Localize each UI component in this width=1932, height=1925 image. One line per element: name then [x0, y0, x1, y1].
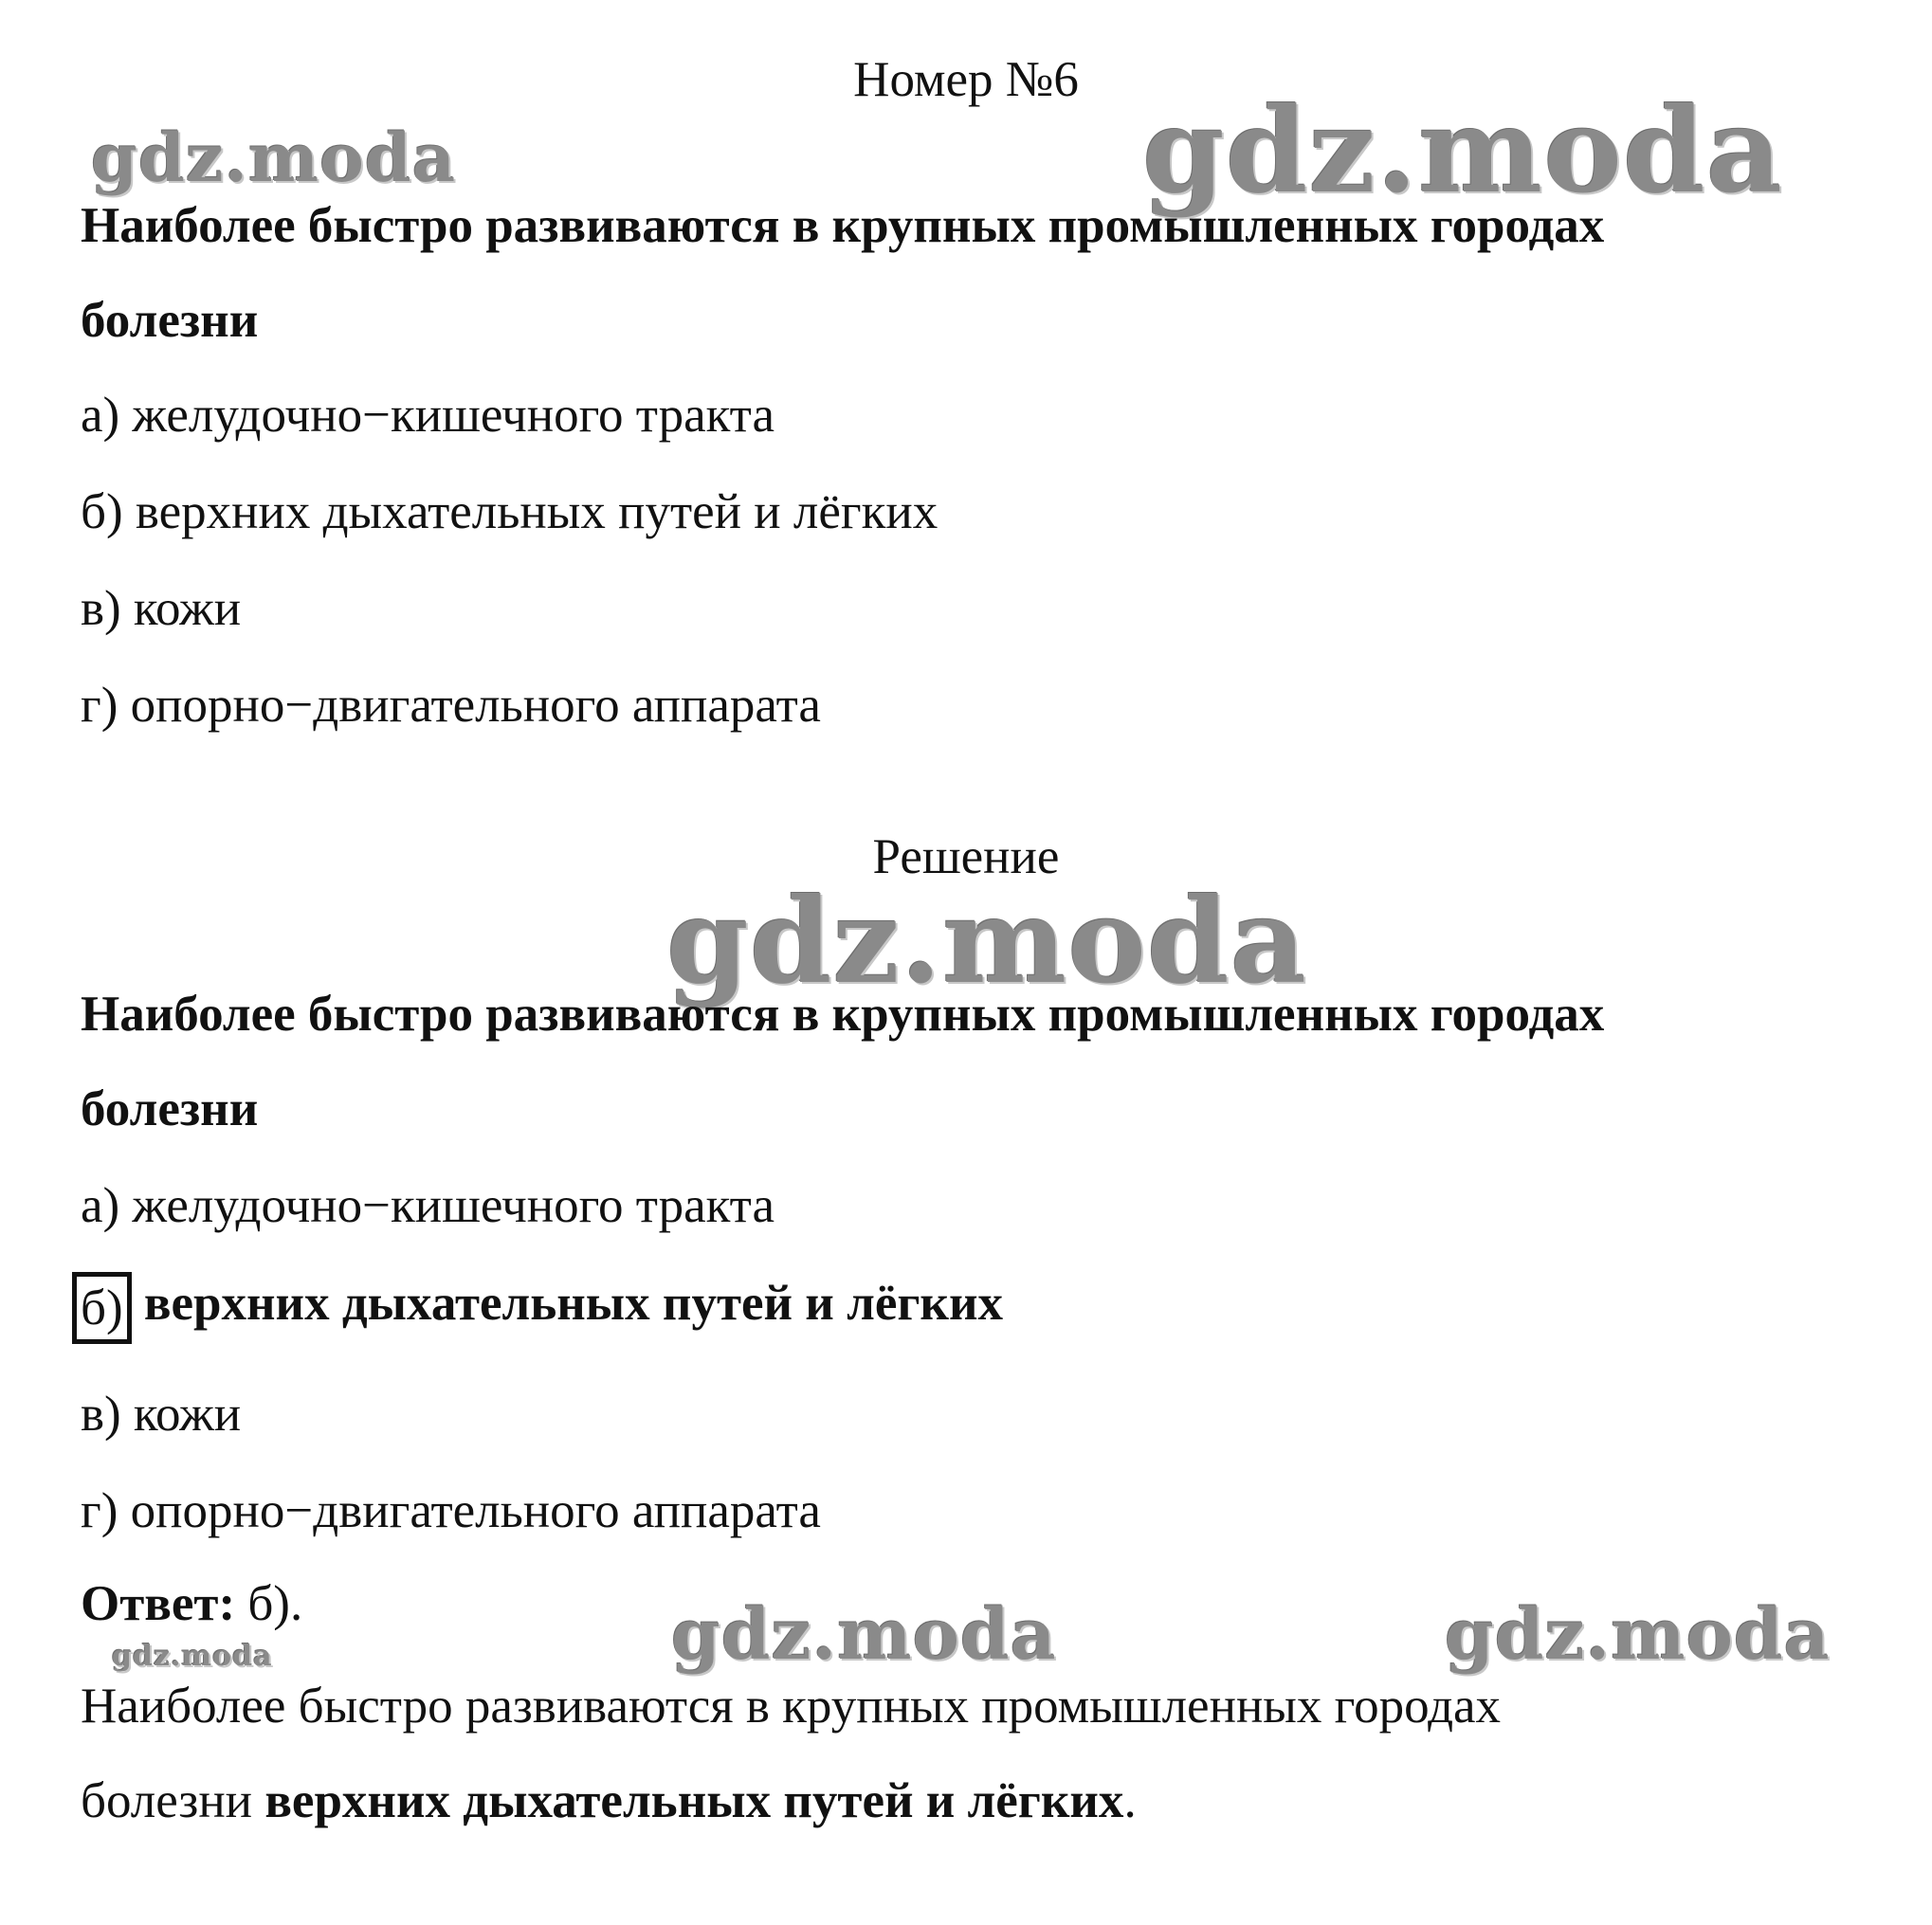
explanation-line-1: Наиболее быстро развиваются в крупных промышленных городах	[81, 1679, 1502, 1734]
answer-label: Ответ:	[81, 1576, 236, 1631]
question-option-b: б) верхних дыхательных путей и лёгких	[81, 484, 939, 539]
solution-text-line-1: Наиболее быстро развиваются в крупных промышленных городах	[81, 987, 1605, 1042]
explanation-prefix: болезни	[81, 1773, 265, 1828]
answer-value: б).	[247, 1576, 303, 1631]
watermark-logo: gdz.moda	[1142, 82, 1783, 220]
explanation-suffix: .	[1123, 1773, 1137, 1828]
solution-option-c: в) кожи	[81, 1387, 242, 1442]
question-text-line-1: Наиболее быстро развиваются в крупных промышленных городах	[81, 198, 1605, 253]
question-text-line-2: болезни	[81, 293, 259, 348]
watermark-logo: gdz.moda	[671, 1594, 1057, 1676]
watermark-logo: gdz.moda	[112, 1640, 273, 1673]
solution-heading: Решение	[872, 829, 1060, 884]
watermark-logo: gdz.moda	[666, 873, 1307, 1010]
explanation-emphasis: верхних дыхательных путей и лёгких	[264, 1773, 1124, 1828]
page-title: Номер №6	[853, 52, 1079, 107]
watermark-logo: gdz.moda	[91, 118, 457, 197]
selected-answer-box: б)	[72, 1272, 132, 1344]
solution-option-d: г) опорно−двигательного аппарата	[81, 1483, 821, 1538]
question-option-d: г) опорно−двигательного аппарата	[81, 678, 821, 733]
explanation-line-2	[81, 1773, 1137, 1828]
solution-option-b	[81, 1272, 1003, 1344]
answer-line	[81, 1576, 303, 1631]
question-option-a: а) желудочно−кишечного тракта	[81, 388, 775, 443]
selected-answer-text: верхних дыхательных путей и лёгких	[143, 1276, 1003, 1332]
solution-option-a: а) желудочно−кишечного тракта	[81, 1178, 775, 1233]
solution-text-line-2: болезни	[81, 1081, 259, 1136]
watermark-logo: gdz.moda	[1445, 1594, 1831, 1676]
question-option-c: в) кожи	[81, 581, 242, 636]
